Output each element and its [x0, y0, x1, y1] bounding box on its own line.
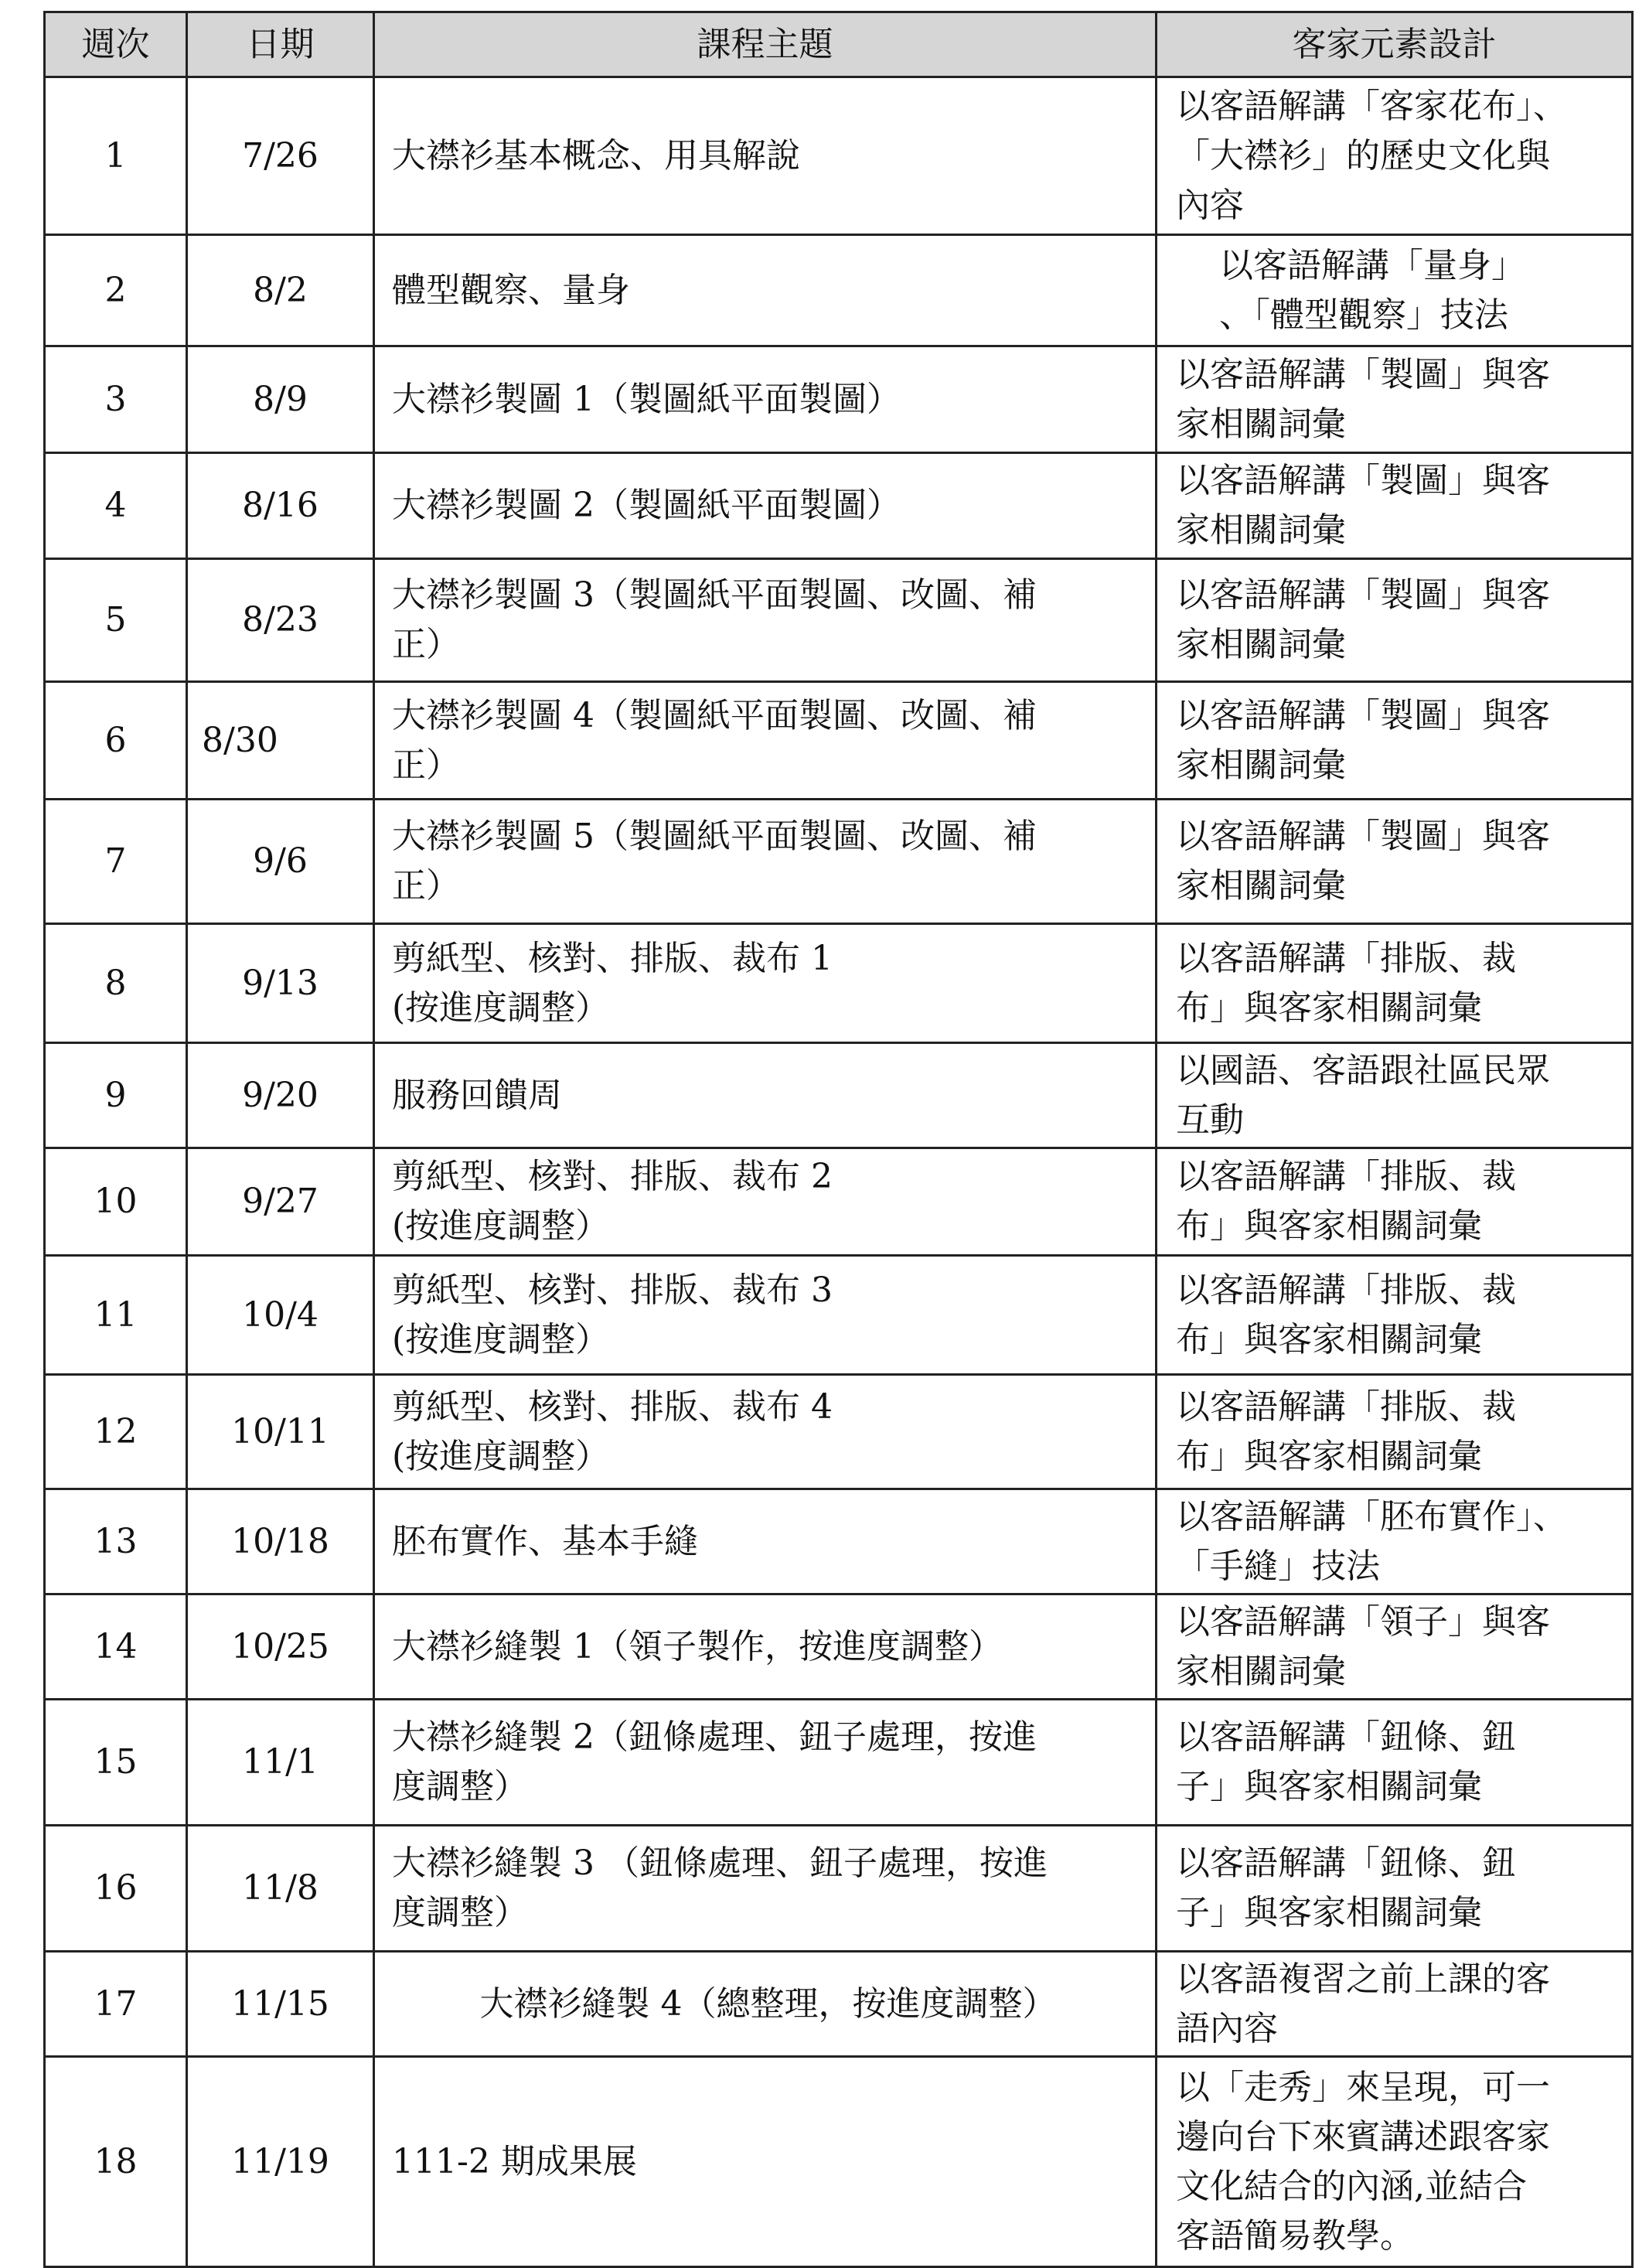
hakka-element-line: 以客語解講「胚布實作」、	[1176, 1496, 1567, 1536]
hakka-element-line: 以國語、客語跟社區民眾	[1176, 1050, 1550, 1090]
hakka-element-line: 布」與客家相關詞彙	[1176, 1206, 1482, 1246]
hakka-element-cell	[1157, 682, 1633, 800]
header-date: 日期	[187, 12, 374, 77]
hakka-element-line: 以客語解講「排版、裁	[1176, 938, 1516, 978]
date-cell: 11/1	[187, 1700, 374, 1826]
topic-line: 胚布實作、基本手縫	[392, 1521, 698, 1561]
hakka-element-line: 家相關詞彙	[1176, 745, 1346, 785]
topic-cell	[374, 1375, 1157, 1489]
topic-line: 大襟衫縫製 2（鈕條處理、鈕子處理，按進	[392, 1717, 1037, 1757]
hakka-element-cell	[1157, 1148, 1633, 1256]
date-cell: 10/11	[187, 1375, 374, 1489]
date-cell: 10/4	[187, 1256, 374, 1375]
date-cell: 11/8	[187, 1826, 374, 1952]
date-cell: 10/25	[187, 1594, 374, 1700]
hakka-element-line: 以「走秀」來呈現，可一	[1176, 2067, 1550, 2107]
hakka-element-line: 以客語解講「製圖」與客	[1176, 354, 1550, 394]
date-cell: 11/15	[187, 1952, 374, 2057]
hakka-element-cell	[1157, 2057, 1633, 2267]
week-cell: 6	[45, 682, 187, 800]
topic-line: 大襟衫縫製 4（總整理，按進度調整）	[479, 1983, 1057, 2024]
topic-cell	[374, 800, 1157, 924]
hakka-element-cell	[1157, 1826, 1633, 1952]
table-row	[45, 1375, 1633, 1489]
hakka-element-line: 邊向台下來賓講述跟客家	[1176, 2116, 1550, 2157]
table-row	[45, 1043, 1633, 1148]
topic-line: (按進度調整）	[392, 1319, 610, 1359]
hakka-element-line: 以客語解講「排版、裁	[1176, 1157, 1516, 1196]
table-row	[45, 453, 1633, 559]
hakka-element-cell	[1157, 1594, 1633, 1700]
topic-line: 大襟衫基本概念、用具解說	[392, 135, 800, 176]
table-row	[45, 1148, 1633, 1256]
date-cell: 8/30	[187, 682, 374, 800]
hakka-element-line: 家相關詞彙	[1176, 404, 1346, 444]
header-row	[45, 12, 1633, 77]
hakka-element-cell	[1157, 346, 1633, 453]
topic-cell	[374, 1952, 1157, 2057]
hakka-element-line: 以客語解講「領子」與客	[1176, 1601, 1550, 1642]
week-cell: 8	[45, 924, 187, 1043]
week-cell: 13	[45, 1489, 187, 1594]
hakka-element-line: 以客語解講「鈕條、鈕	[1176, 1717, 1516, 1757]
week-cell: 2	[45, 235, 187, 346]
hakka-element-cell	[1157, 924, 1633, 1043]
topic-cell	[374, 2057, 1157, 2267]
hakka-element-line: 語內容	[1176, 2008, 1278, 2048]
week-cell: 18	[45, 2057, 187, 2267]
week-cell: 9	[45, 1043, 187, 1148]
week-cell: 11	[45, 1256, 187, 1375]
hakka-element-line: 以客語複習之前上課的客	[1176, 1959, 1550, 1999]
table-row	[45, 924, 1633, 1043]
topic-cell	[374, 924, 1157, 1043]
hakka-element-line: 以客語解講「客家花布」、	[1176, 86, 1567, 126]
topic-line: 剪紙型、核對、排版、裁布 3	[392, 1270, 833, 1310]
week-cell: 3	[45, 346, 187, 453]
topic-line: 度調整）	[392, 1767, 528, 1806]
hakka-element-line: 布」與客家相關詞彙	[1176, 987, 1482, 1028]
hakka-element-cell	[1157, 1952, 1633, 2057]
table-row	[45, 1952, 1633, 2057]
topic-line: 大襟衫製圖 5（製圖紙平面製圖、改圖、補	[392, 817, 1037, 856]
date-cell: 7/26	[187, 77, 374, 235]
hakka-element-line: 子」與客家相關詞彙	[1176, 1893, 1482, 1932]
table-row	[45, 1594, 1633, 1700]
topic-line: 體型觀察、量身	[392, 270, 630, 310]
hakka-element-line: 以客語解講「製圖」與客	[1176, 575, 1550, 615]
date-cell: 8/2	[187, 235, 374, 346]
hakka-element-cell	[1157, 1256, 1633, 1375]
header-topic: 課程主題	[374, 12, 1157, 77]
header-week: 週次	[45, 12, 187, 77]
topic-line: (按進度調整）	[392, 1206, 610, 1246]
topic-cell	[374, 1826, 1157, 1952]
hakka-element-line: 子」與客家相關詞彙	[1176, 1767, 1482, 1806]
topic-cell	[374, 77, 1157, 235]
topic-cell	[374, 346, 1157, 453]
hakka-element-cell	[1157, 453, 1633, 559]
topic-line: 大襟衫製圖 2（製圖紙平面製圖）	[392, 486, 901, 525]
topic-cell	[374, 235, 1157, 346]
hakka-element-line: 布」與客家相關詞彙	[1176, 1319, 1482, 1359]
date-cell: 9/20	[187, 1043, 374, 1148]
topic-line: (按進度調整）	[392, 1436, 610, 1476]
week-cell: 4	[45, 453, 187, 559]
hakka-element-line: 以客語解講「製圖」與客	[1176, 817, 1550, 856]
table-row	[45, 559, 1633, 682]
topic-line: (按進度調整）	[392, 987, 610, 1028]
table-row	[45, 1826, 1633, 1952]
topic-cell	[374, 1148, 1157, 1256]
hakka-element-cell	[1157, 1489, 1633, 1594]
hakka-element-line: 互動	[1176, 1100, 1244, 1140]
hakka-element-line: 以客語解講「排版、裁	[1176, 1270, 1516, 1310]
topic-cell	[374, 1489, 1157, 1594]
week-cell: 16	[45, 1826, 187, 1952]
date-cell: 9/27	[187, 1148, 374, 1256]
hakka-element-cell	[1157, 559, 1633, 682]
header-hakka-elements: 客家元素設計	[1157, 12, 1633, 77]
table-row	[45, 800, 1633, 924]
week-cell: 7	[45, 800, 187, 924]
week-cell: 15	[45, 1700, 187, 1826]
hakka-element-line: 家相關詞彙	[1176, 866, 1346, 905]
hakka-element-line: 以客語解講「製圖」與客	[1176, 461, 1550, 500]
topic-cell	[374, 1043, 1157, 1148]
topic-line: 大襟衫製圖 3（製圖紙平面製圖、改圖、補	[392, 575, 1037, 615]
topic-line: 111-2 期成果展	[392, 2141, 637, 2181]
week-cell: 14	[45, 1594, 187, 1700]
course-schedule-table	[43, 11, 1634, 2268]
hakka-element-line: 布」與客家相關詞彙	[1176, 1436, 1482, 1476]
topic-cell	[374, 453, 1157, 559]
hakka-element-line: 以客語解講「鈕條、鈕	[1176, 1843, 1516, 1883]
hakka-element-line: 「大襟衫」的歷史文化與	[1176, 135, 1550, 176]
topic-cell	[374, 682, 1157, 800]
topic-line: 剪紙型、核對、排版、裁布 2	[392, 1157, 833, 1196]
week-cell: 5	[45, 559, 187, 682]
week-cell: 10	[45, 1148, 187, 1256]
hakka-element-line: 家相關詞彙	[1176, 1651, 1346, 1691]
hakka-element-cell	[1157, 77, 1633, 235]
date-cell: 11/19	[187, 2057, 374, 2267]
date-cell: 9/13	[187, 924, 374, 1043]
week-cell: 1	[45, 77, 187, 235]
topic-cell	[374, 1594, 1157, 1700]
hakka-element-cell	[1157, 1043, 1633, 1148]
topic-cell	[374, 1700, 1157, 1826]
date-cell: 8/9	[187, 346, 374, 453]
topic-cell	[374, 1256, 1157, 1375]
hakka-element-cell	[1157, 235, 1633, 346]
table-row	[45, 2057, 1633, 2267]
date-cell: 8/16	[187, 453, 374, 559]
topic-line: 大襟衫縫製 3 （鈕條處理、鈕子處理，按進	[392, 1843, 1048, 1883]
hakka-element-cell	[1157, 1700, 1633, 1826]
hakka-element-cell	[1157, 800, 1633, 924]
topic-line: 大襟衫製圖 4（製圖紙平面製圖、改圖、補	[392, 695, 1037, 735]
hakka-element-line: 客語簡易教學。	[1176, 2215, 1414, 2256]
hakka-element-line: 以客語解講「製圖」與客	[1176, 695, 1550, 735]
topic-line: 正）	[392, 625, 460, 664]
topic-line: 正）	[392, 866, 460, 905]
topic-line: 剪紙型、核對、排版、裁布 4	[392, 1386, 833, 1427]
date-cell: 10/18	[187, 1489, 374, 1594]
topic-line: 度調整）	[392, 1893, 528, 1932]
topic-line: 大襟衫縫製 1（領子製作，按進度調整）	[392, 1626, 1003, 1666]
hakka-element-line: 家相關詞彙	[1176, 625, 1346, 664]
table-row	[45, 682, 1633, 800]
topic-line: 大襟衫製圖 1（製圖紙平面製圖）	[392, 379, 901, 419]
table-row	[45, 77, 1633, 235]
topic-line: 服務回饋周	[392, 1075, 562, 1115]
table-row	[45, 235, 1633, 346]
hakka-element-line: 家相關詞彙	[1176, 510, 1346, 550]
table-row	[45, 1256, 1633, 1375]
table-row	[45, 1700, 1633, 1826]
hakka-element-line: 「手縫」技法	[1176, 1546, 1380, 1586]
hakka-element-line: 文化結合的內涵,並結合	[1176, 2166, 1527, 2206]
week-cell: 17	[45, 1952, 187, 2057]
date-cell: 8/23	[187, 559, 374, 682]
hakka-element-cell	[1157, 1375, 1633, 1489]
hakka-element-line: 以客語解講「排版、裁	[1176, 1386, 1516, 1427]
hakka-element-line: 、「體型觀察」技法	[1219, 295, 1508, 335]
hakka-element-line: 內容	[1176, 185, 1244, 225]
topic-line: 剪紙型、核對、排版、裁布 1	[392, 938, 833, 978]
hakka-element-line: 以客語解講「量身」	[1219, 245, 1525, 285]
table-row	[45, 1489, 1633, 1594]
topic-line: 正）	[392, 745, 460, 785]
date-cell: 9/6	[187, 800, 374, 924]
table-row	[45, 346, 1633, 453]
topic-cell	[374, 559, 1157, 682]
week-cell: 12	[45, 1375, 187, 1489]
